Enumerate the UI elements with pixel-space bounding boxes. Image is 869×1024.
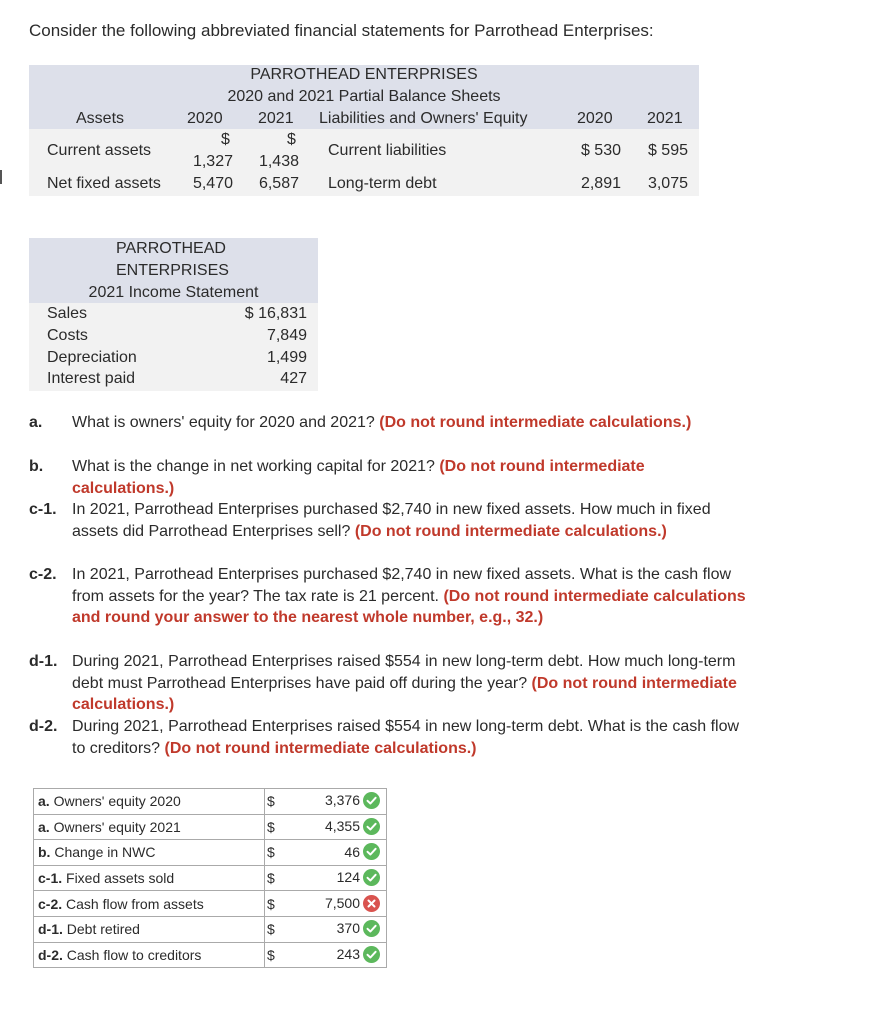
question-label: a. bbox=[29, 414, 43, 431]
answer-label-text: Change in NWC bbox=[50, 844, 156, 861]
answer-value: 7,500 bbox=[324, 894, 360, 911]
question-label: c-2. bbox=[29, 566, 57, 583]
question-text: In 2021, Parrothead Enterprises purchased $2,740 in new fixed assets. What is the cash flow from assets for the year? The tax rate is 21 percent. (Do not round intermediate calculations and round your answer to the nearest whole number, e.g., 32.) bbox=[72, 566, 746, 627]
answer-label bbox=[34, 942, 265, 968]
question-c2 bbox=[29, 564, 769, 651]
balance-sheet-title: 2020 and 2021 Partial Balance Sheets bbox=[227, 88, 501, 105]
answer-currency: $ bbox=[265, 865, 284, 891]
question-note: (Do not round intermediate calculations.) bbox=[354, 522, 667, 540]
question-note: (Do not round intermediate calculations.) bbox=[72, 674, 737, 714]
current-assets-2021-currency: $ bbox=[287, 131, 296, 148]
row-current-assets-label: Current assets bbox=[47, 142, 152, 159]
answer-input[interactable] bbox=[284, 916, 387, 942]
answer-value: 46 bbox=[344, 843, 360, 860]
answer-input[interactable] bbox=[284, 865, 387, 891]
current-assets-2021: 1,438 bbox=[258, 153, 299, 170]
col-2020: 2020 bbox=[187, 110, 223, 127]
is-row-label: Sales bbox=[47, 305, 88, 322]
answer-label bbox=[34, 789, 265, 815]
question-label: c-1. bbox=[29, 501, 57, 518]
income-statement-company-line1: PARROTHEAD bbox=[116, 240, 226, 257]
question-note: (Do not round intermediate calculations.) bbox=[72, 458, 645, 497]
answer-prefix: c-2. bbox=[38, 895, 63, 912]
question-note: (Do not round intermediate calculations.) bbox=[164, 739, 477, 757]
answer-prefix: c-1. bbox=[38, 870, 63, 887]
check-icon bbox=[363, 818, 380, 835]
answer-currency: $ bbox=[265, 814, 284, 840]
col-liabilities: Liabilities and Owners' Equity bbox=[319, 110, 528, 127]
answer-prefix: a. bbox=[38, 818, 50, 835]
is-row-label: Interest paid bbox=[47, 370, 136, 387]
answer-currency: $ bbox=[265, 840, 284, 866]
answer-currency: $ bbox=[265, 942, 284, 968]
current-liabilities-2021: $ 595 bbox=[647, 142, 688, 159]
balance-sheet-company: PARROTHEAD ENTERPRISES bbox=[250, 66, 478, 83]
answer-value: 124 bbox=[336, 869, 360, 886]
answer-prefix: d-2. bbox=[38, 946, 63, 963]
answer-input[interactable] bbox=[284, 942, 387, 968]
answer-label-text: Cash flow from assets bbox=[62, 895, 204, 912]
answer-label-text: Fixed assets sold bbox=[62, 870, 175, 887]
question-c1 bbox=[29, 499, 769, 564]
row-net-fixed-assets-label: Net fixed assets bbox=[47, 175, 161, 192]
answer-prefix: d-1. bbox=[38, 921, 63, 938]
answer-input[interactable] bbox=[284, 789, 387, 815]
answer-prefix: b. bbox=[38, 844, 51, 861]
question-note: (Do not round intermediate calculations.) bbox=[379, 414, 692, 431]
is-row-value: $ 16,831 bbox=[244, 305, 307, 322]
question-text: What is owners' equity for 2020 and 2021? (Do not round intermediate calculations.) bbox=[72, 414, 692, 431]
question-b bbox=[29, 456, 769, 500]
answer-label-text: Owners' equity 2021 bbox=[49, 818, 181, 835]
net-fixed-assets-2021: 6,587 bbox=[258, 175, 299, 192]
answers-table bbox=[33, 788, 387, 968]
is-row-value: 427 bbox=[280, 370, 307, 387]
long-term-debt-2021: 3,075 bbox=[647, 175, 688, 192]
answer-input[interactable] bbox=[284, 840, 387, 866]
answer-label bbox=[34, 916, 265, 942]
net-fixed-assets-2020: 5,470 bbox=[192, 175, 233, 192]
answer-label bbox=[34, 814, 265, 840]
is-row-value: 1,499 bbox=[266, 349, 307, 366]
answer-label bbox=[34, 840, 265, 866]
intro-text: Consider the following abbreviated financial statements for Parrothead Enterprises: bbox=[29, 21, 654, 40]
answer-row bbox=[34, 840, 387, 866]
check-icon bbox=[363, 792, 380, 809]
question-label: d-1. bbox=[29, 653, 58, 670]
answer-input[interactable] bbox=[284, 891, 387, 917]
x-icon bbox=[363, 895, 380, 912]
answer-input[interactable] bbox=[284, 814, 387, 840]
question-d2 bbox=[29, 716, 769, 760]
question-a bbox=[29, 412, 769, 456]
answer-row bbox=[34, 865, 387, 891]
row-current-liabilities-label: Current liabilities bbox=[328, 142, 447, 159]
current-liabilities-2020: $ 530 bbox=[580, 142, 621, 159]
row-long-term-debt-label: Long-term debt bbox=[328, 175, 437, 192]
answer-row bbox=[34, 942, 387, 968]
current-assets-2020: 1,327 bbox=[192, 153, 233, 170]
answer-label bbox=[34, 891, 265, 917]
answer-currency: $ bbox=[265, 789, 284, 815]
answer-value: 4,355 bbox=[324, 817, 360, 834]
question-label: d-2. bbox=[29, 718, 58, 735]
answer-row bbox=[34, 814, 387, 840]
question-text: What is the change in net working capital for 2021? (Do not round intermediate calculations.) bbox=[72, 458, 645, 497]
answer-value: 3,376 bbox=[324, 792, 360, 809]
check-icon bbox=[363, 920, 380, 937]
col-assets: Assets bbox=[76, 110, 125, 127]
question-note: (Do not round intermediate calculations and round your answer to the nearest whole number, e.g., 32.) bbox=[72, 587, 746, 627]
is-row-label: Costs bbox=[47, 327, 88, 344]
income-statement-title: 2021 Income Statement bbox=[88, 284, 259, 301]
question-text: During 2021, Parrothead Enterprises raised $554 in new long-term debt. What is the cash flow to creditors? (Do not round intermediate calculations.) bbox=[72, 718, 740, 757]
col-2020-liab: 2020 bbox=[577, 110, 613, 127]
income-statement-company-line2: ENTERPRISES bbox=[116, 262, 229, 279]
check-icon bbox=[363, 946, 380, 963]
answer-label-text: Debt retired bbox=[62, 921, 140, 938]
answer-label bbox=[34, 865, 265, 891]
check-icon bbox=[363, 869, 380, 886]
answer-label-text: Cash flow to creditors bbox=[62, 946, 202, 963]
question-label: b. bbox=[29, 458, 44, 475]
answer-currency: $ bbox=[265, 916, 284, 942]
check-icon bbox=[363, 843, 380, 860]
answer-currency: $ bbox=[265, 891, 284, 917]
answer-label-text: Owners' equity 2020 bbox=[49, 793, 181, 810]
answer-row bbox=[34, 789, 387, 815]
question-text: During 2021, Parrothead Enterprises raised $554 in new long-term debt. How much long-term debt must Parrothead Enterprises have paid off during the year? (Do not round intermediate calculations.) bbox=[72, 653, 737, 714]
answer-prefix: a. bbox=[38, 793, 50, 810]
is-row-label: Depreciation bbox=[47, 349, 137, 366]
answer-row bbox=[34, 891, 387, 917]
col-2021: 2021 bbox=[258, 110, 294, 127]
current-assets-2020-currency: $ bbox=[221, 131, 230, 148]
col-2021-liab: 2021 bbox=[647, 110, 683, 127]
question-text: In 2021, Parrothead Enterprises purchased $2,740 in new fixed assets. How much in fixed assets did Parrothead Enterprises sell? (Do not round intermediate calculations.) bbox=[72, 501, 711, 540]
answer-value: 243 bbox=[336, 945, 360, 962]
answer-value: 370 bbox=[336, 920, 360, 937]
edge-marker bbox=[0, 170, 6, 184]
question-d1 bbox=[29, 651, 769, 716]
answer-row bbox=[34, 916, 387, 942]
is-row-value: 7,849 bbox=[266, 327, 307, 344]
long-term-debt-2020: 2,891 bbox=[580, 175, 621, 192]
